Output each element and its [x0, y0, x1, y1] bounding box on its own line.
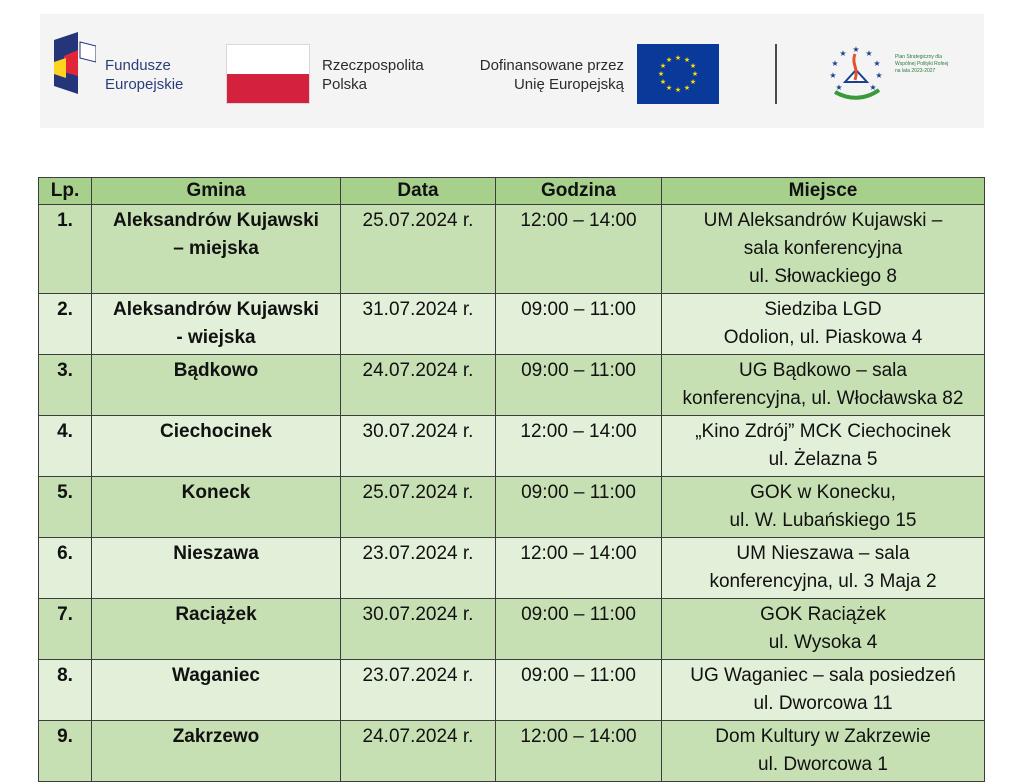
table-header-row [39, 178, 985, 205]
cell-lp: 9. [39, 721, 92, 782]
cell-gmina [92, 477, 341, 538]
cell-miejsce [662, 721, 985, 782]
eu-flag-icon [637, 44, 719, 104]
miejsce-line: konferencyjna, ul. 3 Maja 2 [709, 571, 937, 592]
cell-godzina: 09:00 – 11:00 [496, 599, 662, 660]
miejsce-line: UG Bądkowo – sala [739, 360, 907, 381]
svg-text:★: ★ [865, 49, 873, 58]
cell-lp: 1. [39, 205, 92, 294]
svg-text:★: ★ [657, 70, 665, 78]
svg-text:★: ★ [659, 78, 667, 86]
table-row [39, 355, 985, 416]
header-lp: Lp. [39, 178, 92, 205]
header-gmina: Gmina [92, 178, 341, 205]
cell-gmina [92, 538, 341, 599]
cell-miejsce [662, 294, 985, 355]
gmina-line: Aleksandrów Kujawski [113, 299, 319, 320]
header-godzina: Godzina [496, 178, 662, 205]
gmina-line: Koneck [181, 482, 251, 503]
logo-divider [775, 44, 777, 104]
cell-data: 23.07.2024 r. [341, 660, 496, 721]
miejsce-line: Dom Kultury w Zakrzewie [715, 726, 931, 747]
fundusze-europejskie-icon [54, 32, 96, 94]
cell-lp: 4. [39, 416, 92, 477]
svg-text:★: ★ [691, 70, 699, 78]
psp-wpr-logo-icon [825, 42, 887, 104]
cell-gmina [92, 599, 341, 660]
svg-text:★: ★ [674, 54, 682, 62]
gmina-line: Ciechocinek [160, 421, 272, 442]
cell-godzina: 12:00 – 14:00 [496, 721, 662, 782]
miejsce-line: ul. Dworcowa 1 [758, 754, 888, 775]
cell-gmina [92, 721, 341, 782]
miejsce-line: ul. W. Lubańskiego 15 [729, 510, 917, 531]
header-data: Data [341, 178, 496, 205]
table-row [39, 599, 985, 660]
gmina-line: Bądkowo [173, 360, 259, 381]
svg-text:★: ★ [875, 71, 883, 80]
cell-godzina: 12:00 – 14:00 [496, 538, 662, 599]
cell-miejsce [662, 355, 985, 416]
miejsce-line: Odolion, ul. Piaskowa 4 [723, 327, 923, 348]
cell-data: 25.07.2024 r. [341, 205, 496, 294]
miejsce-line: Siedziba LGD [764, 299, 882, 320]
table-row [39, 660, 985, 721]
miejsce-line: ul. Słowackiego 8 [749, 266, 897, 287]
cell-godzina: 12:00 – 14:00 [496, 416, 662, 477]
gmina-line: Nieszawa [173, 543, 259, 564]
svg-text:★: ★ [839, 49, 847, 58]
cell-miejsce [662, 538, 985, 599]
cell-miejsce [662, 416, 985, 477]
psp-wpr-text: Plan Strategiczny dla Wspólnej Polityki Rolnej na lata 2023-2027 [895, 54, 949, 74]
cell-lp: 6. [39, 538, 92, 599]
miejsce-line: ul. Żelazna 5 [768, 449, 878, 470]
cell-data: 30.07.2024 r. [341, 599, 496, 660]
miejsce-line: ul. Wysoka 4 [768, 632, 878, 653]
fundusze-line-1: Fundusze [105, 57, 171, 74]
miejsce-line: sala konferencyjna [743, 238, 903, 259]
cell-gmina [92, 294, 341, 355]
cell-gmina [92, 355, 341, 416]
svg-text:★: ★ [829, 71, 837, 80]
svg-text:★: ★ [852, 45, 860, 54]
cell-lp: 5. [39, 477, 92, 538]
cell-miejsce [662, 205, 985, 294]
cell-data: 31.07.2024 r. [341, 294, 496, 355]
cell-godzina: 09:00 – 11:00 [496, 294, 662, 355]
miejsce-line: GOK w Konecku, [750, 482, 896, 503]
cell-miejsce [662, 477, 985, 538]
cell-data: 25.07.2024 r. [341, 477, 496, 538]
gmina-line: Raciążek [175, 604, 257, 625]
eu-line-1: Dofinansowane przez [479, 57, 624, 74]
cell-godzina: 09:00 – 11:00 [496, 660, 662, 721]
gmina-line: - wiejska [176, 327, 256, 348]
table-row [39, 205, 985, 294]
table-row [39, 721, 985, 782]
cell-miejsce [662, 599, 985, 660]
polish-flag-icon [226, 44, 310, 104]
svg-text:★: ★ [835, 83, 843, 92]
miejsce-line: konferencyjna, ul. Włocławska 82 [682, 388, 964, 409]
fundusze-europejskie-text [105, 56, 183, 94]
table-row [39, 538, 985, 599]
cell-miejsce [662, 660, 985, 721]
cell-godzina: 09:00 – 11:00 [496, 355, 662, 416]
rzeczpospolita-polska-text [322, 56, 424, 94]
table-row [39, 477, 985, 538]
cell-data: 24.07.2024 r. [341, 355, 496, 416]
fundusze-line-2: Europejskie [105, 76, 184, 93]
miejsce-line: UG Waganiec – sala posiedzeń [690, 665, 956, 686]
cell-godzina: 12:00 – 14:00 [496, 205, 662, 294]
svg-text:★: ★ [831, 59, 839, 68]
miejsce-line: ul. Dworcowa 11 [753, 693, 893, 714]
cell-gmina [92, 205, 341, 294]
gmina-line: Zakrzewo [172, 726, 260, 747]
cell-data: 23.07.2024 r. [341, 538, 496, 599]
cell-lp: 8. [39, 660, 92, 721]
cell-data: 24.07.2024 r. [341, 721, 496, 782]
miejsce-line: GOK Raciążek [760, 604, 886, 625]
svg-text:★: ★ [683, 84, 691, 92]
cell-lp: 3. [39, 355, 92, 416]
svg-text:★: ★ [659, 62, 667, 70]
svg-text:★: ★ [683, 56, 691, 64]
svg-text:★: ★ [869, 83, 877, 92]
cell-godzina: 09:00 – 11:00 [496, 477, 662, 538]
table-row [39, 294, 985, 355]
cell-gmina [92, 416, 341, 477]
cell-lp: 2. [39, 294, 92, 355]
miejsce-line: UM Aleksandrów Kujawski – [703, 210, 943, 231]
cell-gmina [92, 660, 341, 721]
svg-text:★: ★ [689, 62, 697, 70]
table-row [39, 416, 985, 477]
header-miejsce: Miejsce [662, 178, 985, 205]
eu-line-2: Unię Europejską [513, 76, 624, 93]
cell-lp: 7. [39, 599, 92, 660]
svg-text:★: ★ [873, 59, 881, 68]
svg-text:★: ★ [689, 78, 697, 86]
svg-text:★: ★ [665, 84, 673, 92]
polska-line-1: Rzeczpospolita [322, 57, 424, 74]
polska-line-2: Polska [322, 76, 368, 93]
svg-text:★: ★ [674, 86, 682, 94]
gmina-line: – miejska [173, 238, 259, 259]
schedule-table [38, 177, 985, 782]
svg-text:★: ★ [665, 56, 673, 64]
logo-bar [40, 14, 984, 128]
gmina-line: Waganiec [172, 665, 260, 686]
cell-data: 30.07.2024 r. [341, 416, 496, 477]
dofinansowane-text [464, 56, 624, 94]
miejsce-line: „Kino Zdrój” MCK Ciechocinek [695, 421, 951, 442]
gmina-line: Aleksandrów Kujawski [113, 210, 319, 231]
miejsce-line: UM Nieszawa – sala [736, 543, 910, 564]
